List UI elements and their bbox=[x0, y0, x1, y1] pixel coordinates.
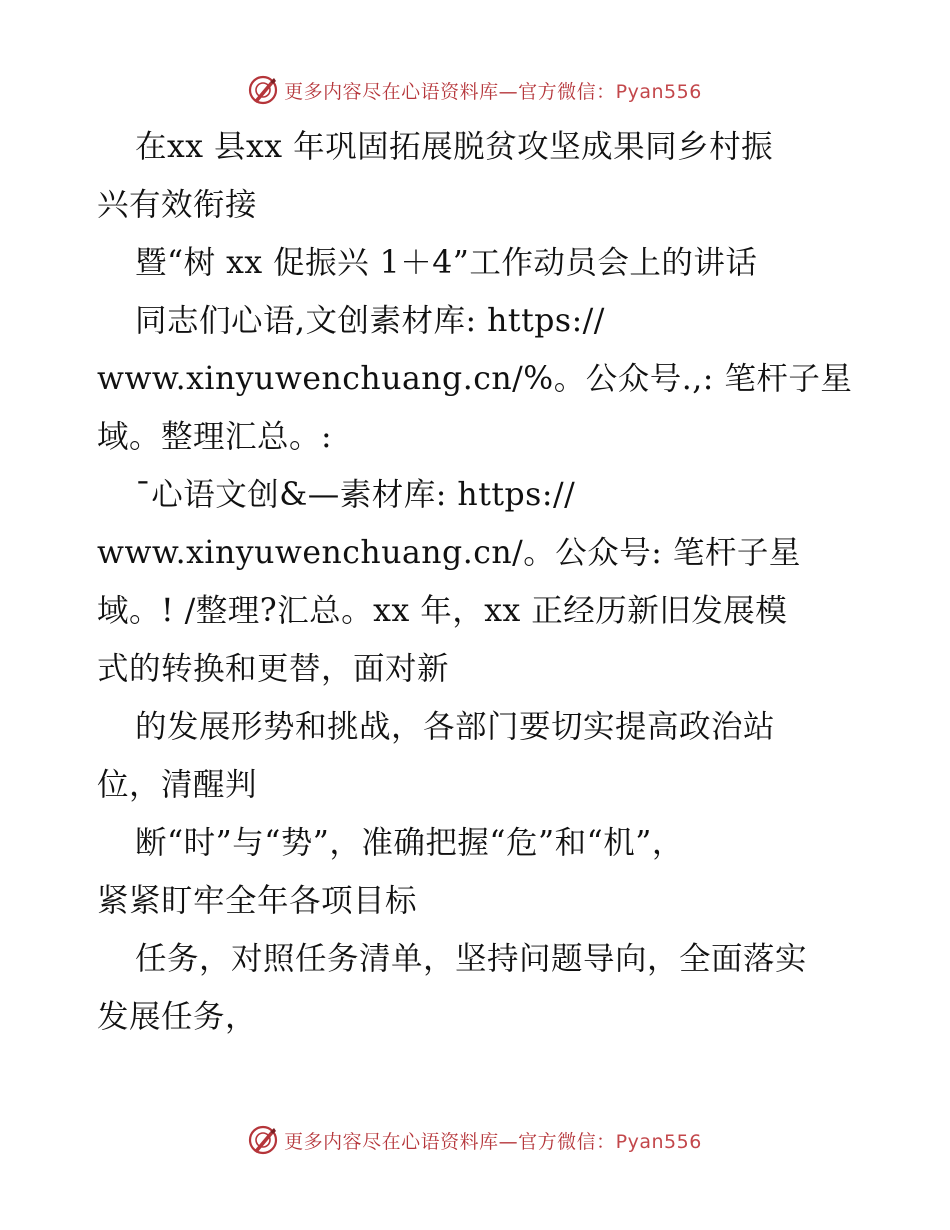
header-watermark-text: 更多内容尽在心语资料库—官方微信：Pyan556 bbox=[284, 80, 702, 103]
header-wechat-account: Pyan556 bbox=[615, 80, 702, 103]
body-line: www.xinyuwenchuang.cn/%。公众号.,: 笔杆子星 bbox=[97, 361, 853, 397]
footer-watermark-banner bbox=[0, 1120, 950, 1160]
title-line-2: 兴有效衔接 bbox=[97, 187, 258, 223]
body-line: 任务，对照任务清单，坚持问题导向，全面落实 bbox=[135, 941, 808, 977]
body-line: 断“时”与“势”，准确把握“危”和“机”， bbox=[135, 825, 684, 861]
body-line: 的发展形势和挑战，各部门要切实提高政治站 bbox=[135, 709, 776, 745]
body-line: 域。! /整理?汇总。xx 年，xx 正经历新旧发展模 bbox=[97, 593, 788, 629]
body-line: 紧紧盯牢全年各项目标 bbox=[97, 883, 418, 919]
body-line: 位，清醒判 bbox=[97, 767, 258, 803]
body-line: ¯心语文创&—素材库: https:// bbox=[135, 477, 576, 513]
body-line: 式的转换和更替，面对新 bbox=[97, 651, 450, 687]
body-line: 域。整理汇总。: bbox=[97, 419, 333, 455]
title-line-1: 在xx 县xx 年巩固拓展脱贫攻坚成果同乡村振 bbox=[135, 129, 774, 165]
body-line: 发展任务， bbox=[97, 999, 258, 1035]
footer-watermark-text: 更多内容尽在心语资料库—官方微信：Pyan556 bbox=[284, 1130, 702, 1153]
body-line: www.xinyuwenchuang.cn/。公众号: 笔杆子星 bbox=[97, 535, 801, 571]
footer-wechat-account: Pyan556 bbox=[615, 1130, 702, 1153]
pen-logo-icon bbox=[248, 1125, 278, 1155]
subtitle-line: 暨“树 xx 促振兴 1＋4”工作动员会上的讲话 bbox=[135, 245, 758, 281]
body-line: 同志们心语,文创素材库: https:// bbox=[135, 303, 605, 339]
